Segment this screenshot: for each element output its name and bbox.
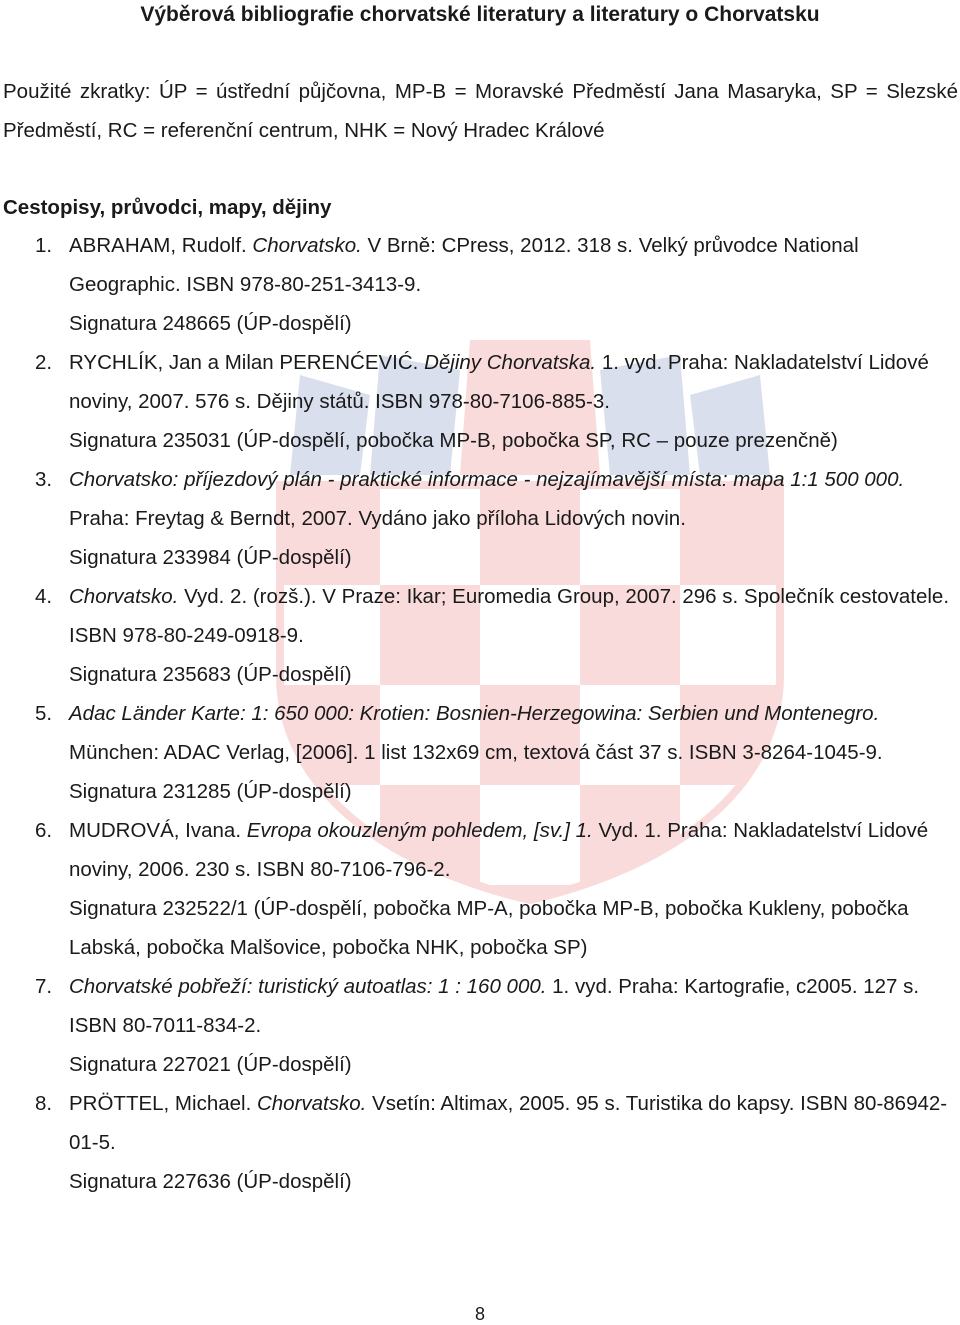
entry-number: 5. (35, 702, 53, 725)
entry-publication: Vyd. 2. (rozš.). V Praze: Ikar; Euromedia Group, 2007. 296 s. Společník cestovatele. ISBN 978-80-249-0918-9. (69, 585, 950, 647)
entry-signature: Signatura 227636 (ÚP-dospělí) (69, 1170, 352, 1193)
entry-number: 2. (35, 351, 53, 374)
bibliography-entry (0, 460, 950, 577)
entry-publication: Praha: Freytag & Berndt, 2007. Vydáno jako příloha Lidových novin. (69, 507, 686, 530)
bibliography-entry (0, 343, 950, 460)
entry-publication: Vsetín: Altimax, 2005. 95 s. Turistika do kapsy. ISBN 80-86942-01-5. (69, 1092, 948, 1154)
entry-signature: Signatura 235683 (ÚP-dospělí) (69, 663, 352, 686)
entry-title: Chorvatské pobřeží: turistický autoatlas: 1 : 160 000. (69, 975, 547, 998)
entry-publication: 1. vyd. Praha: Kartografie, c2005. 127 s. ISBN 80-7011-834-2. (69, 975, 920, 1037)
entry-title: Chorvatsko. (256, 1092, 367, 1115)
entry-signature: Signatura 232522/1 (ÚP-dospělí, pobočka MP-A, pobočka MP-B, pobočka Kukleny, pobočka Labská, pobočka Malšovice, pobočka NHK, pobočka SP) (69, 897, 909, 959)
entry-signature: Signatura 235031 (ÚP-dospělí, pobočka MP-B, pobočka SP, RC – pouze prezenčně) (69, 429, 838, 452)
entry-signature: Signatura 227021 (ÚP-dospělí) (69, 1053, 352, 1076)
entry-author: RYCHLÍK, Jan a Milan PERENĆEVIĆ. (69, 351, 425, 374)
bibliography-entry (0, 577, 950, 694)
abbreviations-note: Použité zkratky: ÚP = ústřední půjčovna, MP-B = Moravské Předměstí Jana Masaryka, SP = Slezské Předměstí, RC = referenční centrum, NHK = Nový Hradec Králové (3, 80, 958, 142)
entry-title: Dějiny Chorvatska. (424, 351, 597, 374)
bibliography-entry (0, 1084, 950, 1201)
entry-author: PRÖTTEL, Michael. (69, 1092, 257, 1115)
entry-number: 3. (35, 468, 53, 491)
entry-title: Chorvatsko. (69, 585, 179, 608)
section-heading: Cestopisy, průvodci, mapy, dějiny (3, 196, 332, 219)
entry-number: 6. (35, 819, 53, 842)
entry-title: Chorvatsko. (252, 234, 362, 257)
entry-publication: V Brně: CPress, 2012. 318 s. Velký průvodce National Geographic. ISBN 978-80-251-3413-9. (69, 234, 859, 296)
entry-number: 7. (35, 975, 53, 998)
page-title: Výběrová bibliografie chorvatské literatury a literatury o Chorvatsku (140, 3, 820, 26)
entry-number: 1. (35, 234, 53, 257)
bibliography-list (0, 226, 950, 1201)
entry-title: Chorvatsko: příjezdový plán - praktické informace - nejzajímavější místa: mapa 1:1 500 000. (69, 468, 905, 491)
entry-author: MUDROVÁ, Ivana. (69, 819, 247, 842)
entry-number: 8. (35, 1092, 53, 1115)
bibliography-entry (0, 811, 950, 967)
entry-author: ABRAHAM, Rudolf. (69, 234, 253, 257)
bibliography-entry (0, 967, 950, 1084)
entry-publication: Vyd. 1. Praha: Nakladatelství Lidové noviny, 2006. 230 s. ISBN 80-7106-796-2. (69, 819, 929, 881)
bibliography-entry (0, 694, 950, 811)
page-number: 8 (474, 1304, 485, 1324)
entry-publication: 1. vyd. Praha: Nakladatelství Lidové noviny, 2007. 576 s. Dějiny států. ISBN 978-80-7106-885-3. (69, 351, 929, 413)
entry-publication: München: ADAC Verlag, [2006]. 1 list 132x69 cm, textová část 37 s. ISBN 3-8264-1045-9. (69, 741, 883, 764)
entry-signature: Signatura 233984 (ÚP-dospělí) (69, 546, 352, 569)
entry-number: 4. (35, 585, 53, 608)
entry-signature: Signatura 231285 (ÚP-dospělí) (69, 780, 352, 803)
bibliography-entry (0, 226, 950, 343)
entry-title: Evropa okouzleným pohledem, [sv.] 1. (246, 819, 593, 842)
entry-title: Adac Länder Karte: 1: 650 000: Krotien: Bosnien-Herzegowina: Serbien und Montenegro. (69, 702, 880, 725)
entry-signature: Signatura 248665 (ÚP-dospělí) (69, 312, 352, 335)
